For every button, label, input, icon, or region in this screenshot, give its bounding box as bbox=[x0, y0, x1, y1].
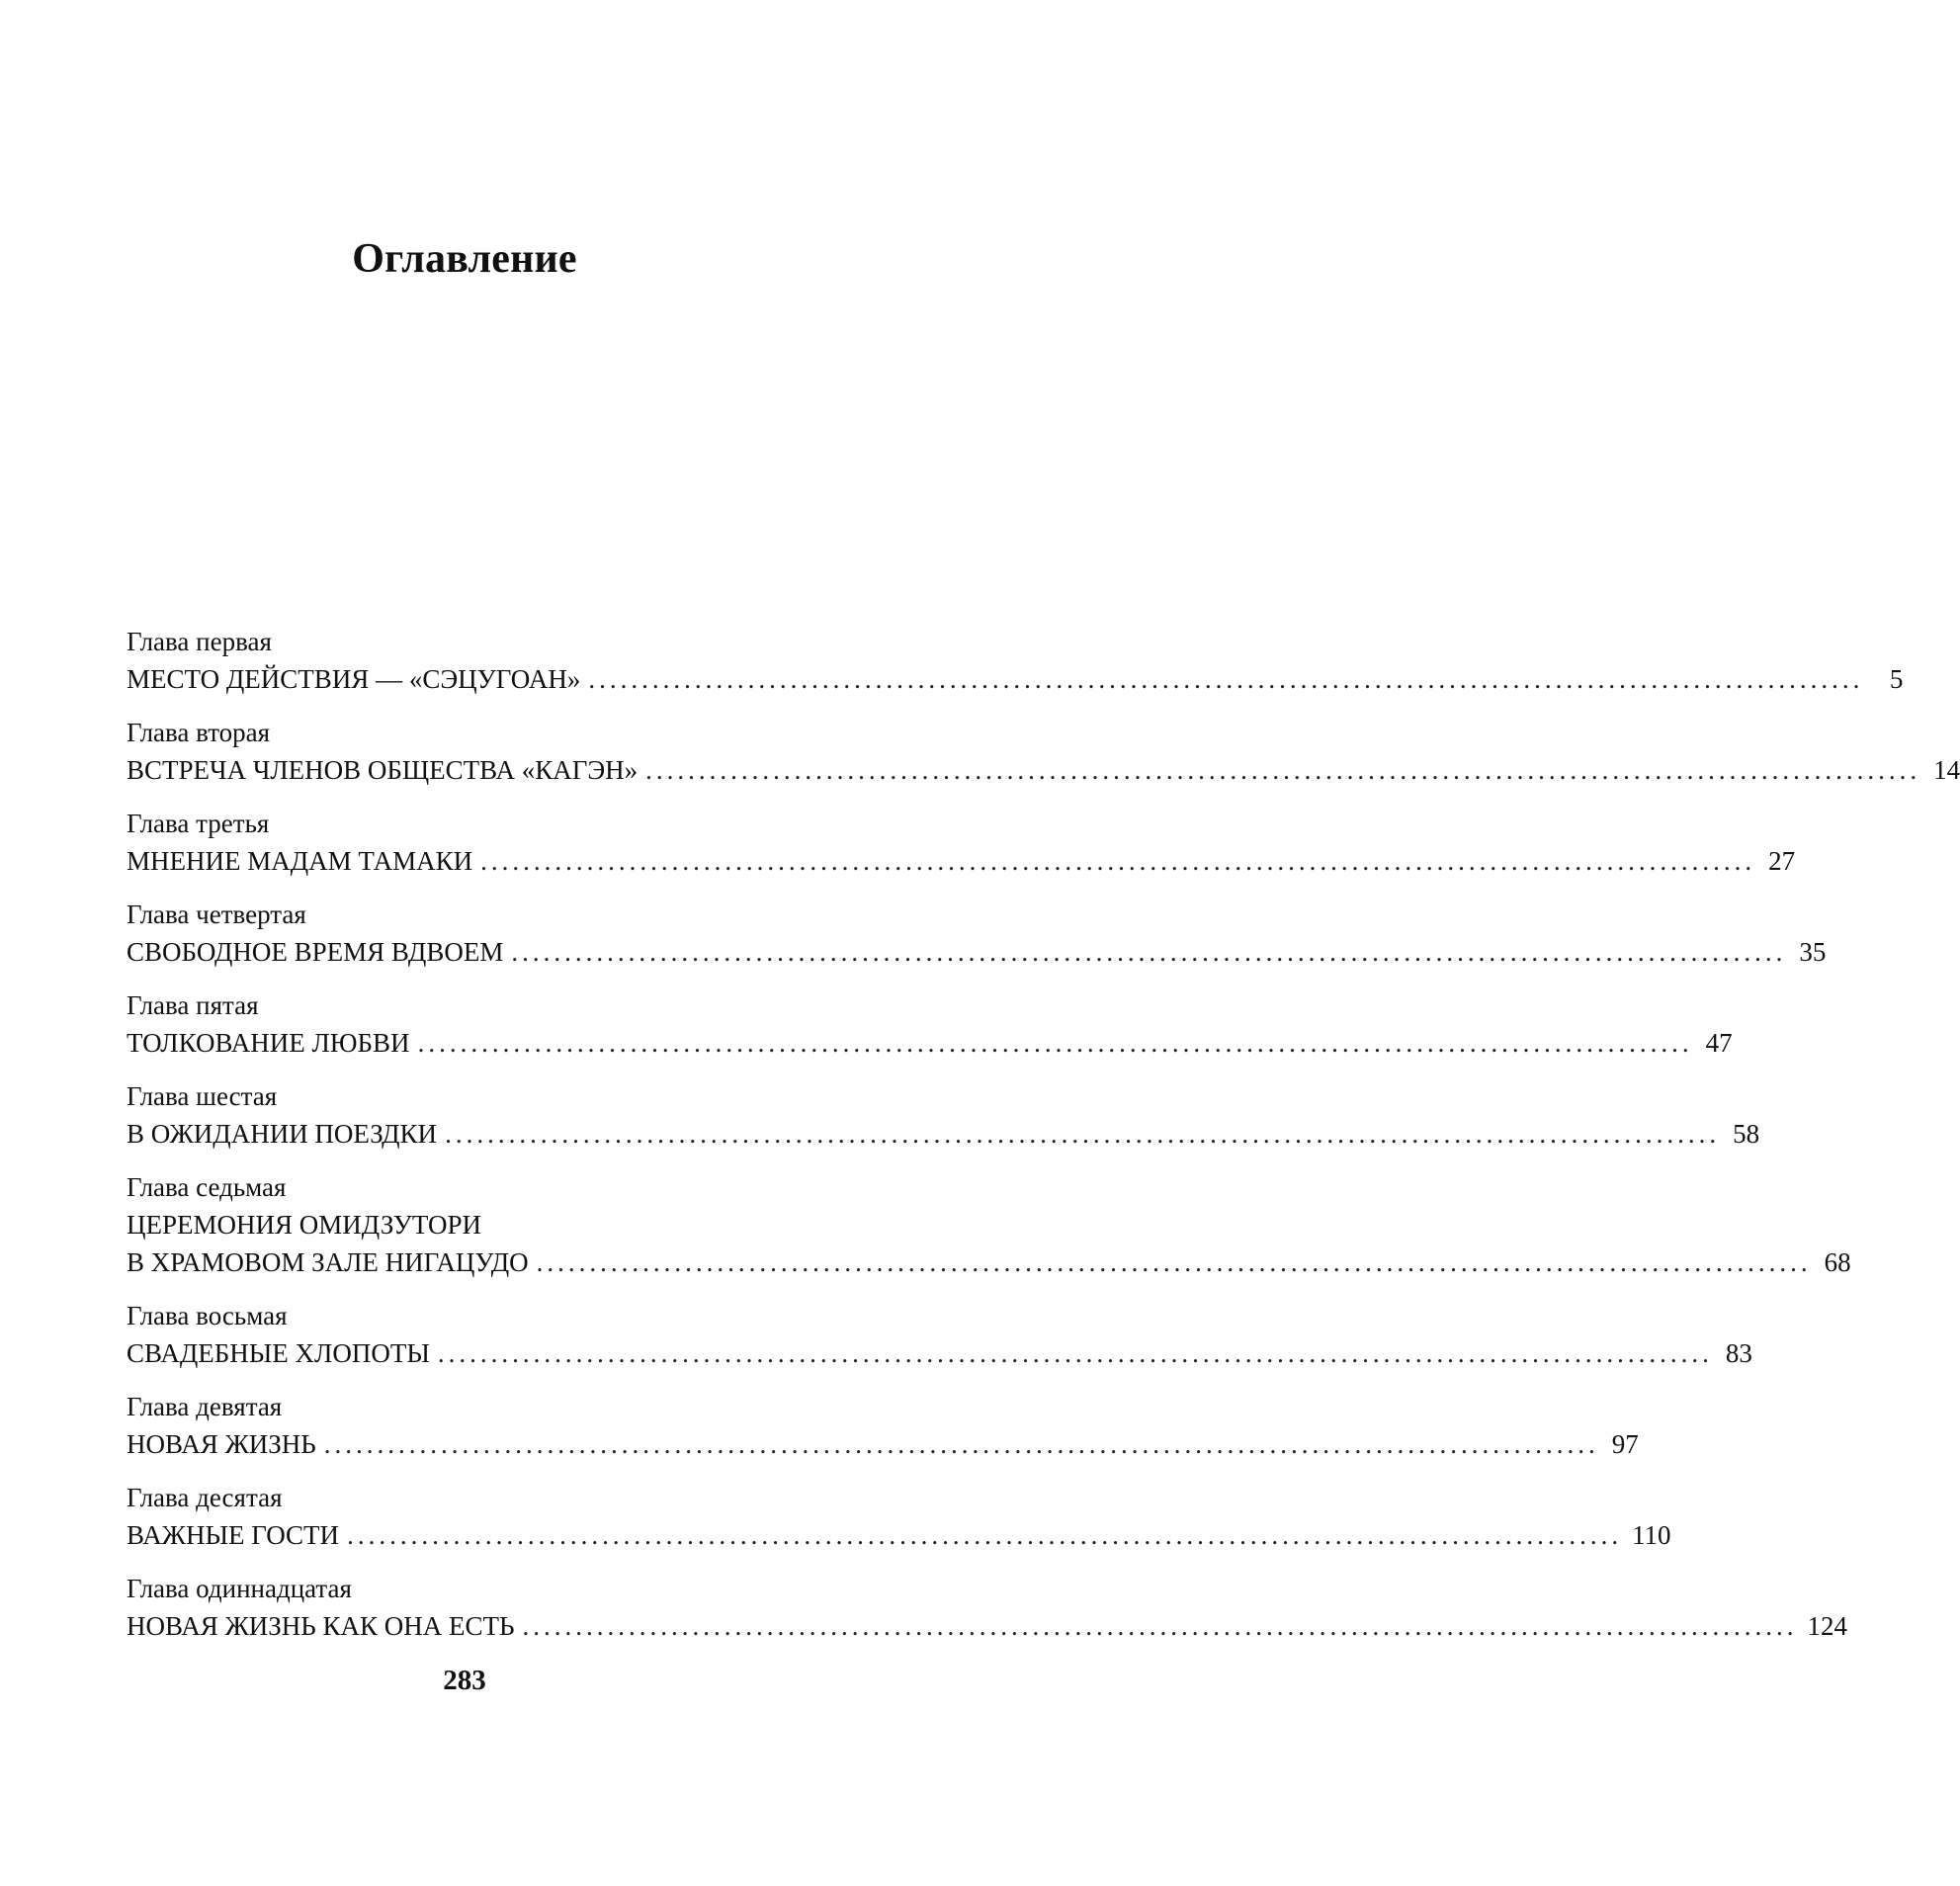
chapter-page-number: 47 bbox=[1705, 1028, 1733, 1058]
dot-leader: ........................................................................................................................ bbox=[645, 755, 1921, 785]
chapter-label: Глава третья bbox=[127, 809, 270, 838]
toc-entry bbox=[127, 986, 1733, 1062]
dot-leader: ........................................................................................................................ bbox=[480, 846, 1756, 876]
chapter-label: Глава девятая bbox=[127, 1392, 283, 1421]
chapter-page-number: 110 bbox=[1632, 1520, 1671, 1550]
dot-leader: ........................................................................................................................ bbox=[445, 1119, 1721, 1149]
chapter-title-row bbox=[127, 1425, 1639, 1463]
chapter-label: Глава седьмая bbox=[127, 1172, 287, 1202]
chapter-title-row bbox=[127, 1243, 1851, 1281]
chapter-label: Глава шестая bbox=[127, 1081, 278, 1111]
toc-entry bbox=[127, 896, 1827, 971]
dot-leader: ........................................................................................................................ bbox=[347, 1520, 1623, 1550]
chapter-title: НОВАЯ ЖИЗНЬ КАК ОНА ЕСТЬ bbox=[127, 1611, 515, 1641]
toc-entry bbox=[127, 714, 1960, 789]
dot-leader: ........................................................................................................................ bbox=[417, 1028, 1693, 1058]
toc-entry bbox=[127, 1168, 1851, 1281]
chapter-page-number: 14 bbox=[1933, 755, 1960, 785]
chapter-title: ВАЖНЫЕ ГОСТИ bbox=[127, 1520, 340, 1550]
dot-leader: ........................................................................................................................ bbox=[511, 937, 1787, 967]
toc-entry bbox=[127, 1297, 1752, 1372]
chapter-label: Глава первая bbox=[127, 627, 272, 656]
chapter-page-number: 124 bbox=[1807, 1611, 1848, 1641]
chapter-title-row bbox=[127, 751, 1960, 789]
chapter-label: Глава вторая bbox=[127, 718, 271, 747]
chapter-page-number: 68 bbox=[1824, 1247, 1851, 1277]
chapter-page-number: 97 bbox=[1611, 1429, 1639, 1459]
chapter-title-line: ЦЕРЕМОНИЯ ОМИДЗУТОРИ bbox=[127, 1210, 481, 1240]
chapter-title: МЕСТО ДЕЙСТВИЯ — «СЭЦУГОАН» bbox=[127, 664, 581, 694]
page-title: Оглавление bbox=[352, 236, 577, 282]
chapter-title-row bbox=[127, 1334, 1752, 1372]
chapter-title-row bbox=[127, 660, 1904, 698]
chapter-title: В ХРАМОВОМ ЗАЛЕ НИГАЦУДО bbox=[127, 1247, 529, 1277]
chapter-title: ВСТРЕЧА ЧЛЕНОВ ОБЩЕСТВА «КАГЭН» bbox=[127, 755, 639, 785]
chapter-label: Глава десятая bbox=[127, 1483, 283, 1512]
chapter-page-number: 83 bbox=[1725, 1338, 1752, 1368]
chapter-page-number: 58 bbox=[1733, 1119, 1760, 1149]
dot-leader: ........................................................................................................................ bbox=[323, 1429, 1599, 1459]
toc-entry bbox=[127, 1388, 1639, 1463]
chapter-title-row bbox=[127, 1115, 1760, 1153]
dot-leader: ........................................................................................................................ bbox=[522, 1611, 1798, 1641]
toc-entry bbox=[127, 1570, 1848, 1645]
chapter-title: ТОЛКОВАНИЕ ЛЮБВИ bbox=[127, 1028, 410, 1058]
chapter-title: МНЕНИЕ МАДАМ ТАМАКИ bbox=[127, 846, 473, 876]
toc-entry bbox=[127, 1077, 1760, 1153]
toc-entry bbox=[127, 805, 1796, 880]
chapter-label: Глава восьмая bbox=[127, 1301, 288, 1330]
chapter-title-row bbox=[127, 1607, 1848, 1645]
chapter-title-row bbox=[127, 1024, 1733, 1062]
toc-entry bbox=[127, 623, 1904, 698]
dot-leader: ........................................................................................................................ bbox=[437, 1338, 1713, 1368]
chapter-title: НОВАЯ ЖИЗНЬ bbox=[127, 1429, 316, 1459]
chapter-page-number: 5 bbox=[1889, 664, 1904, 694]
chapter-page-number: 35 bbox=[1799, 937, 1827, 967]
chapter-title: В ОЖИДАНИИ ПОЕЗДКИ bbox=[127, 1119, 438, 1149]
chapter-page-number: 27 bbox=[1768, 846, 1796, 876]
chapter-title-row bbox=[127, 933, 1827, 971]
chapter-label: Глава пятая bbox=[127, 990, 259, 1020]
chapter-title: СВОБОДНОЕ ВРЕМЯ ВДВОЕМ bbox=[127, 937, 504, 967]
chapter-title-row bbox=[127, 842, 1796, 880]
chapter-title-row bbox=[127, 1516, 1671, 1554]
chapter-title: СВАДЕБНЫЕ ХЛОПОТЫ bbox=[127, 1338, 430, 1368]
dot-leader: ........................................................................................................................ bbox=[536, 1247, 1812, 1277]
dot-leader: ........................................................................................................................ bbox=[588, 664, 1864, 694]
toc-entry bbox=[127, 1479, 1671, 1554]
table-of-contents bbox=[127, 623, 1960, 1661]
chapter-label: Глава четвертая bbox=[127, 900, 306, 929]
page-number: 283 bbox=[443, 1665, 486, 1696]
chapter-label: Глава одиннадцатая bbox=[127, 1574, 352, 1603]
